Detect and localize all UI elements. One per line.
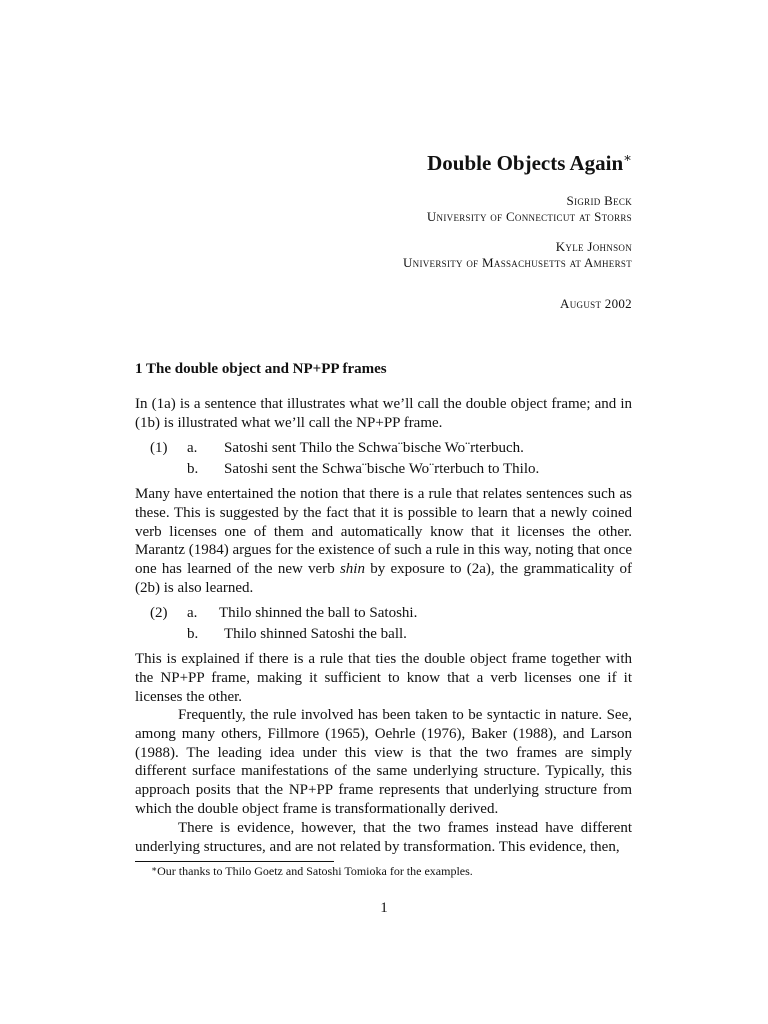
paragraph-2: Many have entertained the notion that there is a rule that relates sentences such as these. This is suggested by the fact that it is possible to learn that a newly coined verb licenses one of them and automatically know that it licenses the other. Marantz (1984) argues for the existence of such a rule in this way, noting that once one has learned of the new verb shin by exposure to (2a), the grammaticality of (2b) is also learned. [135,486,632,596]
paragraph-3: This is explained if there is a rule that ties the double object frame together with the NP+PP frame, making it sufficient to know that a verb licenses one if it licenses the other. [135,651,632,705]
footnote-text: Our thanks to Thilo Goetz and Satoshi Tomioka for the examples. [157,864,473,878]
example-letter: a. [187,440,198,456]
footnote-rule [135,861,334,862]
paragraph-5: There is evidence, however, that the two frames instead have different underlying structures, and are not related by transformation. This evidence, then, [135,820,632,855]
paper-date: August 2002 [560,296,632,311]
example-letter: b. [187,626,199,642]
author2-name: Kyle Johnson [555,239,632,254]
example-text: Thilo shinned the ball to Satoshi. [219,605,418,621]
example-number: (2) [150,605,168,621]
author2-affiliation: University of Massachusetts at Amherst [402,255,632,270]
example-text: Satoshi sent Thilo the Schwa¨bische Wo¨rterbuch. [224,440,524,456]
paper-title: Double Objects Again∗ [427,150,632,175]
section-heading: 1 The double object and NP+PP frames [135,361,387,377]
italic-term: shin [339,561,365,578]
footnote [151,864,473,879]
author1-name: Sigrid Beck [566,193,632,208]
footnote-mark: ∗ [151,864,158,874]
intro-paragraph: In (1a) is a sentence that illustrates what we’ll call the double object frame; and in (1b) is illustrated what we’ll call the NP+PP frame. [135,396,632,431]
page-number: 1 [380,900,388,916]
example-text: Thilo shinned Satoshi the ball. [224,626,407,642]
example-number: (1) [150,440,168,456]
example-letter: b. [187,461,199,477]
title-footnote-mark: ∗ [623,150,632,165]
paragraph-4: Frequently, the rule involved has been taken to be syntactic in nature. See, among many others, Fillmore (1965), Oehrle (1976), Baker (1988), and Larson (1988). The leading idea under this view is that the two frames are simply different surface manifestations of the same underlying structure. Typically, this approach posits that the NP+PP frame represents that underlying structure from which the double object frame is transformationally derived. [135,707,632,817]
example-letter: a. [187,605,198,621]
author1-affiliation: University of Connecticut at Storrs [426,209,632,224]
example-text: Satoshi sent the Schwa¨bische Wo¨rterbuch to Thilo. [224,461,540,477]
